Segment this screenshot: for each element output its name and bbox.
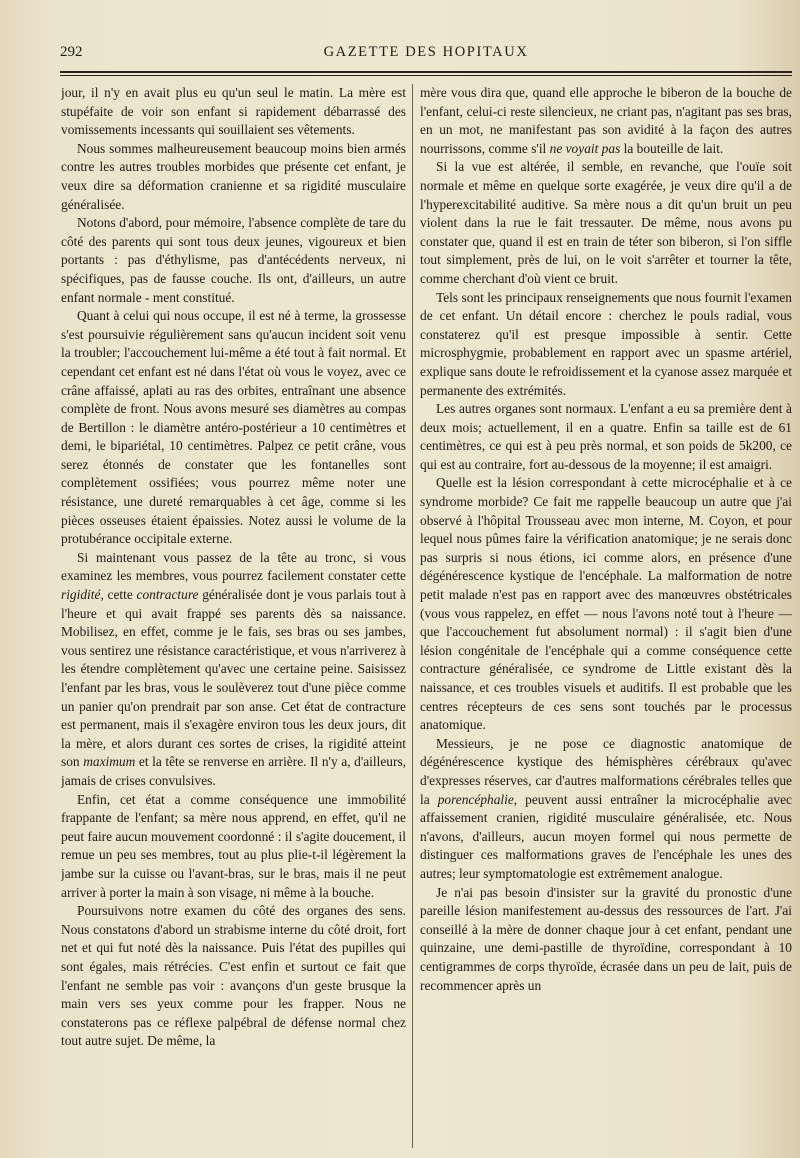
paragraph [420,84,792,158]
paragraph: jour, il n'y en avait plus eu qu'un seul le matin. La mère est stupéfaite de voir son enfant si rapidement débarrassé des vomissements incessants qui souillaient ses vêtements. [61,85,406,138]
page-header [60,44,792,66]
italic-run: contracture [136,587,199,603]
text-run: généralisée dont je vous parlais tout à l'heure et qui avait frappé ses parents dès sa naissance. Mobilisez, en effet, comme je le fais, ses bras ou ses jambes, vous sentirez une résistance caractéristique, et vous n'arriverez à les étendre complètement qu'avec une certaine peine. Saisissez l'enfant par les bras, vous le soulèverez tout d'une pièce comme un panier qu'on prendrait par son anse. Cet état de contracture est permanent, mais il s'exagère environ tous les deux jours, dit la mère, et alors durant ces sortes de crises, la rigidité atteint son [61,587,406,770]
paragraph: Enfin, cet état a comme conséquence une immobilité frappante de l'enfant; sa mère nous apprend, en effet, qu'il ne peut faire aucun mouvement coordonné : il s'agite doucement, il remue un peu ses membres, tout au plus plie-t-il légèrement la jambe sur la cuisse ou l'avant-bras, sur le bras, mais il ne peut arriver à porter la main à son visage, ni même à la bouche. [61,791,406,900]
text-run: et la tête se renverse en arrière. Il n'y a, d'ailleurs, jamais de crises convulsives. [61,754,406,788]
paragraph: Je n'ai pas besoin d'insister sur la gravité du pronostic d'une pareille lésion manifestement au-dessus des ressources de l'art. J'ai conseillé à la mère de donner chaque jour à cet enfant, pendant une quinzaine, une demi-pastille de thyroïdine, correspondant à 10 centigrammes de corps thyroïde, écrasée dans un peu de lait, puis de recommencer après un [420,884,792,993]
paragraph: Les autres organes sont normaux. L'enfant a eu sa première dent à deux mois; actuellement, il en a quatre. Enfin sa taille est de 61 centimètres, ce qui est à peu près normal, et son poids de 5k200, ce qui est au contraire, fort au-dessous de la moyenne; il est amaigri. [420,401,792,472]
page-number: 292 [60,44,83,60]
header-rule-thin [60,75,792,76]
paragraph: Poursuivons notre examen du côté des organes des sens. Nous constatons d'abord un strabisme interne du côté droit, fort net et qui fut noté dès la naissance. Puis l'état des pupilles qui sont égales, mais rétrécies. C'est enfin et surtout ce fait que l'enfant ne semble pas voir : avançons d'un geste brusque la main vers ses yeux comme pour les frapper. Nous ne constaterons pas ce réflexe palpébral de défense normal chez tout autre sujet. De même, la [61,903,406,1049]
italic-run: porencéphalie [437,791,514,807]
journal-title: GAZETTE DES HOPITAUX [323,44,529,60]
paragraph: Nous sommes malheureusement beaucoup moins bien armés contre les autres troubles morbides que présente cet enfant, je veux dire sa déformation cranienne et sa rigidité musculaire généralisée. [61,140,406,212]
paragraph: Notons d'abord, pour mémoire, l'absence complète de tare du côté des parents qui sont tous deux jeunes, vigoureux et bien portants : pas d'éthylisme, pas d'antécédents nerveux, ni spécifiques, pas de fausse couche. Ils ont, d'ailleurs, un autre enfant normale - ment constitué. [61,215,406,305]
column-divider [412,84,413,1148]
text-run: la bouteille de lait. [620,140,724,156]
italic-run: rigidité [61,587,101,603]
text-run: Messieurs, je ne pose ce diagnostic anatomique de dégénérescence kystique des hémisphères cérébraux qu'avec d'expresses réserves, car d'autres malformations cérébrales telles que la [420,735,792,807]
paragraph: Si la vue est altérée, il semble, en revanche, que l'ouïe soit normale et même en quelque sorte exagérée, je veux dire qu'il a de l'hyperexcitabilité auditive. Sa mère nous a dit qu'un bruit un peu violent dans la rue le fait tressauter. De même, nous avons pu constater que, quand il est en train de téter son biberon, si l'on siffle tout simplement, près de lui, on le voit s'arrêter et tourner la tête, comme cherchant d'où vient ce bruit. [420,159,792,286]
paragraph: Tels sont les principaux renseignements que nous fournit l'examen de cet enfant. Un détail encore : cherchez le pouls radial, vous constaterez qu'il est presque impossible à sentir. Cette microsphygmie, probablement en rapport avec un spasme artériel, explique sans doute le refroidissement et la cyanose assez marquée et permanente des extrémités. [420,289,792,398]
paragraph: Quant à celui qui nous occupe, il est né à terme, la grossesse s'est poursuivie régulièrement sans qu'aucun incident soit venu la troubler; l'accouchement lui-même a été tout à fait normal. Et cependant cet enfant est né dans l'état où vous le voyez, avec ce crâne affaissé, aplati au ras des orbites, entraînant une absence complète de front. Nous avons mesuré ses diamètres au compas de Bertillon : le diamètre antéro-postérieur a 10 centimètres et demi, le bipariétal, 10 centimètres. Palpez ce petit crâne, vous serez étonnés de constater que les fontanelles sont complètement ossifiées; vous pourrez même noter une résistance, une dureté remarquables à cet âge, comme si les pièces osseuses étaient épaissies. Notez aussi le volume de la protubérance occipitale externe. [61,308,406,547]
italic-run: maximum [83,754,136,770]
text-run: Si maintenant vous passez de la tête au tronc, si vous examinez les membres, vous pourrez facilement constater cette [61,549,406,584]
paragraph: Quelle est la lésion correspondant à cette microcéphalie et à ce syndrome morbide? Ce fait me rappelle beaucoup un autre que j'ai observé à l'hôpital Trousseau avec mon interne, M. Coyon, et pour lequel nous pûmes faire la vérification anatomique; je ne serais donc pas surpris si nous étions, ici comme alors, en présence d'une dégénérescence kystique de l'encéphale. La malformation de notre petit malade n'est pas en rapport avec des manœuvres obstétricales (vous vous rappelez, en effet — nous l'avons noté tout à l'heure — que l'accouchement fut absolument normal) : il s'agit bien d'une lésion congénitale de l'encéphale qui a comme conséquence cette contracture généralisée, ce syndrome de Little existant dès la naissance, et ces troubles visuels et auditifs. Il est probable que les centres récepteurs de ces sens sont touchés par le processus anatomique. [420,475,792,733]
paragraph [420,735,792,884]
right-column [420,84,792,1150]
text-run: mère vous dira que, quand elle approche le biberon de la bouche de l'enfant, celui-ci reste silencieux, ne criant pas, n'agitant pas ses bras, en un mot, ne manifestant pas son avidité à la façon des autres nourrissons, comme s'il [420,85,792,156]
text-run: , cette [100,587,137,603]
text-run: , peuvent aussi entraîner la microcéphalie avec affaissement cranien, rigidité musculaire généralisée, etc. Nous n'avons, d'ailleurs, aucun moyen formel qui nous permette de distinguer ces malformations graves de l'encéphale les unes des autres; leur symptomatologie est extrêmement analogue. [420,791,792,881]
italic-run: ne voyait pas [549,140,621,156]
left-column [61,84,406,1150]
header-rule-thick [60,71,792,73]
paragraph [61,549,406,791]
